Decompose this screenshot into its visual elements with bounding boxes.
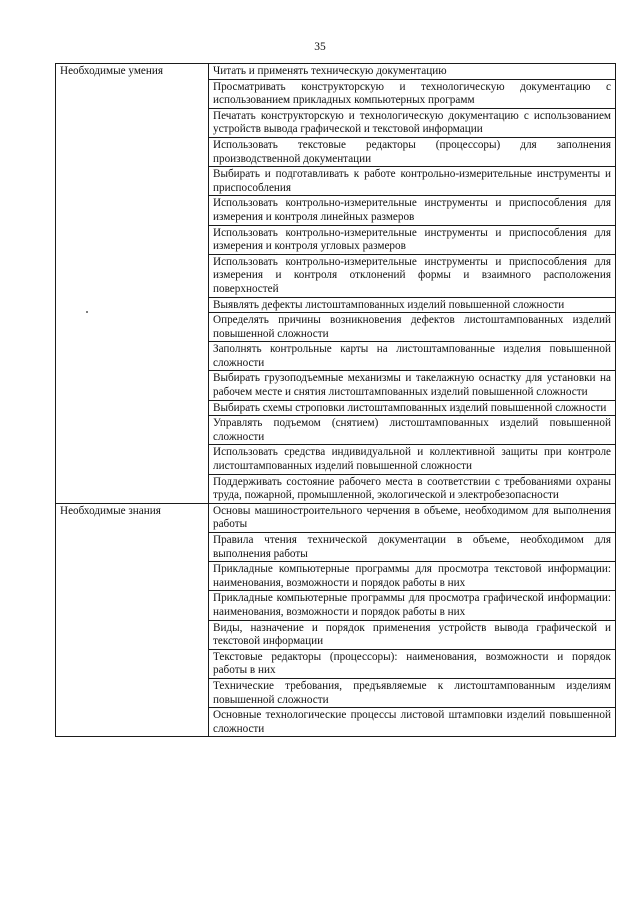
table-row (56, 503, 616, 532)
requirement-item: Использовать средства индивидуальной и коллективной защиты при контроле листоштампованных изделий повышенной сложности (209, 445, 616, 474)
page-number: 35 (314, 41, 326, 53)
requirement-item: Прикладные компьютерные программы для просмотра текстовой информации: наименования, возможности и порядок работы в них (209, 562, 616, 591)
requirement-item: Прикладные компьютерные программы для просмотра графической информации: наименования, возможности и порядок работы в них (209, 591, 616, 620)
scan-dot (86, 311, 88, 313)
section-label: Необходимые знания (56, 503, 209, 737)
requirement-item: Выявлять дефекты листоштампованных изделий повышенной сложности (209, 297, 616, 313)
requirement-item: Использовать контрольно-измерительные инструменты и приспособления для измерения и контроля линейных размеров (209, 196, 616, 225)
requirement-item: Использовать контрольно-измерительные инструменты и приспособления для измерения и контроля угловых размеров (209, 225, 616, 254)
requirements-table (55, 63, 616, 737)
requirement-item: Выбирать и подготавливать к работе контрольно-измерительные инструменты и приспособления (209, 167, 616, 196)
requirement-item: Основы машиностроительного черчения в объеме, необходимом для выполнения работы (209, 503, 616, 532)
table-row (56, 64, 616, 80)
requirement-item: Заполнять контрольные карты на листоштампованные изделия повышенной сложности (209, 342, 616, 371)
requirement-item: Печатать конструкторскую и технологическую документацию с использованием устройств вывода графической и текстовой информации (209, 108, 616, 137)
requirement-item: Технические требования, предъявляемые к листоштампованным изделиям повышенной сложности (209, 678, 616, 707)
requirement-item: Управлять подъемом (снятием) листоштампованных изделий повышенной сложности (209, 416, 616, 445)
requirement-item: Выбирать грузоподъемные механизмы и такелажную оснастку для установки на рабочем месте и снятия листоштампованных изделий повышенной сложности (209, 371, 616, 400)
requirement-item: Виды, назначение и порядок применения устройств вывода графической и текстовой информации (209, 620, 616, 649)
requirement-item: Использовать контрольно-измерительные инструменты и приспособления для измерения и контроля отклонений формы и взаимного расположения поверхностей (209, 254, 616, 297)
requirement-item: Выбирать схемы строповки листоштампованных изделий повышенной сложности (209, 400, 616, 416)
requirement-item: Читать и применять техническую документацию (209, 64, 616, 80)
requirement-item: Просматривать конструкторскую и технологическую документацию с использованием прикладных компьютерных программ (209, 79, 616, 108)
requirement-item: Основные технологические процессы листовой штамповки изделий повышенной сложности (209, 708, 616, 737)
requirement-item: Поддерживать состояние рабочего места в соответствии с требованиями охраны труда, пожарной, промышленной, экологической и электробезопасности (209, 474, 616, 503)
requirement-item: Правила чтения технической документации в объеме, необходимом для выполнения работы (209, 533, 616, 562)
requirement-item: Определять причины возникновения дефектов листоштампованных изделий повышенной сложности (209, 313, 616, 342)
section-label: Необходимые умения (56, 64, 209, 504)
requirement-item: Использовать текстовые редакторы (процессоры) для заполнения производственной документации (209, 137, 616, 166)
requirement-item: Текстовые редакторы (процессоры): наименования, возможности и порядок работы в них (209, 649, 616, 678)
requirements-table-body (56, 64, 616, 737)
